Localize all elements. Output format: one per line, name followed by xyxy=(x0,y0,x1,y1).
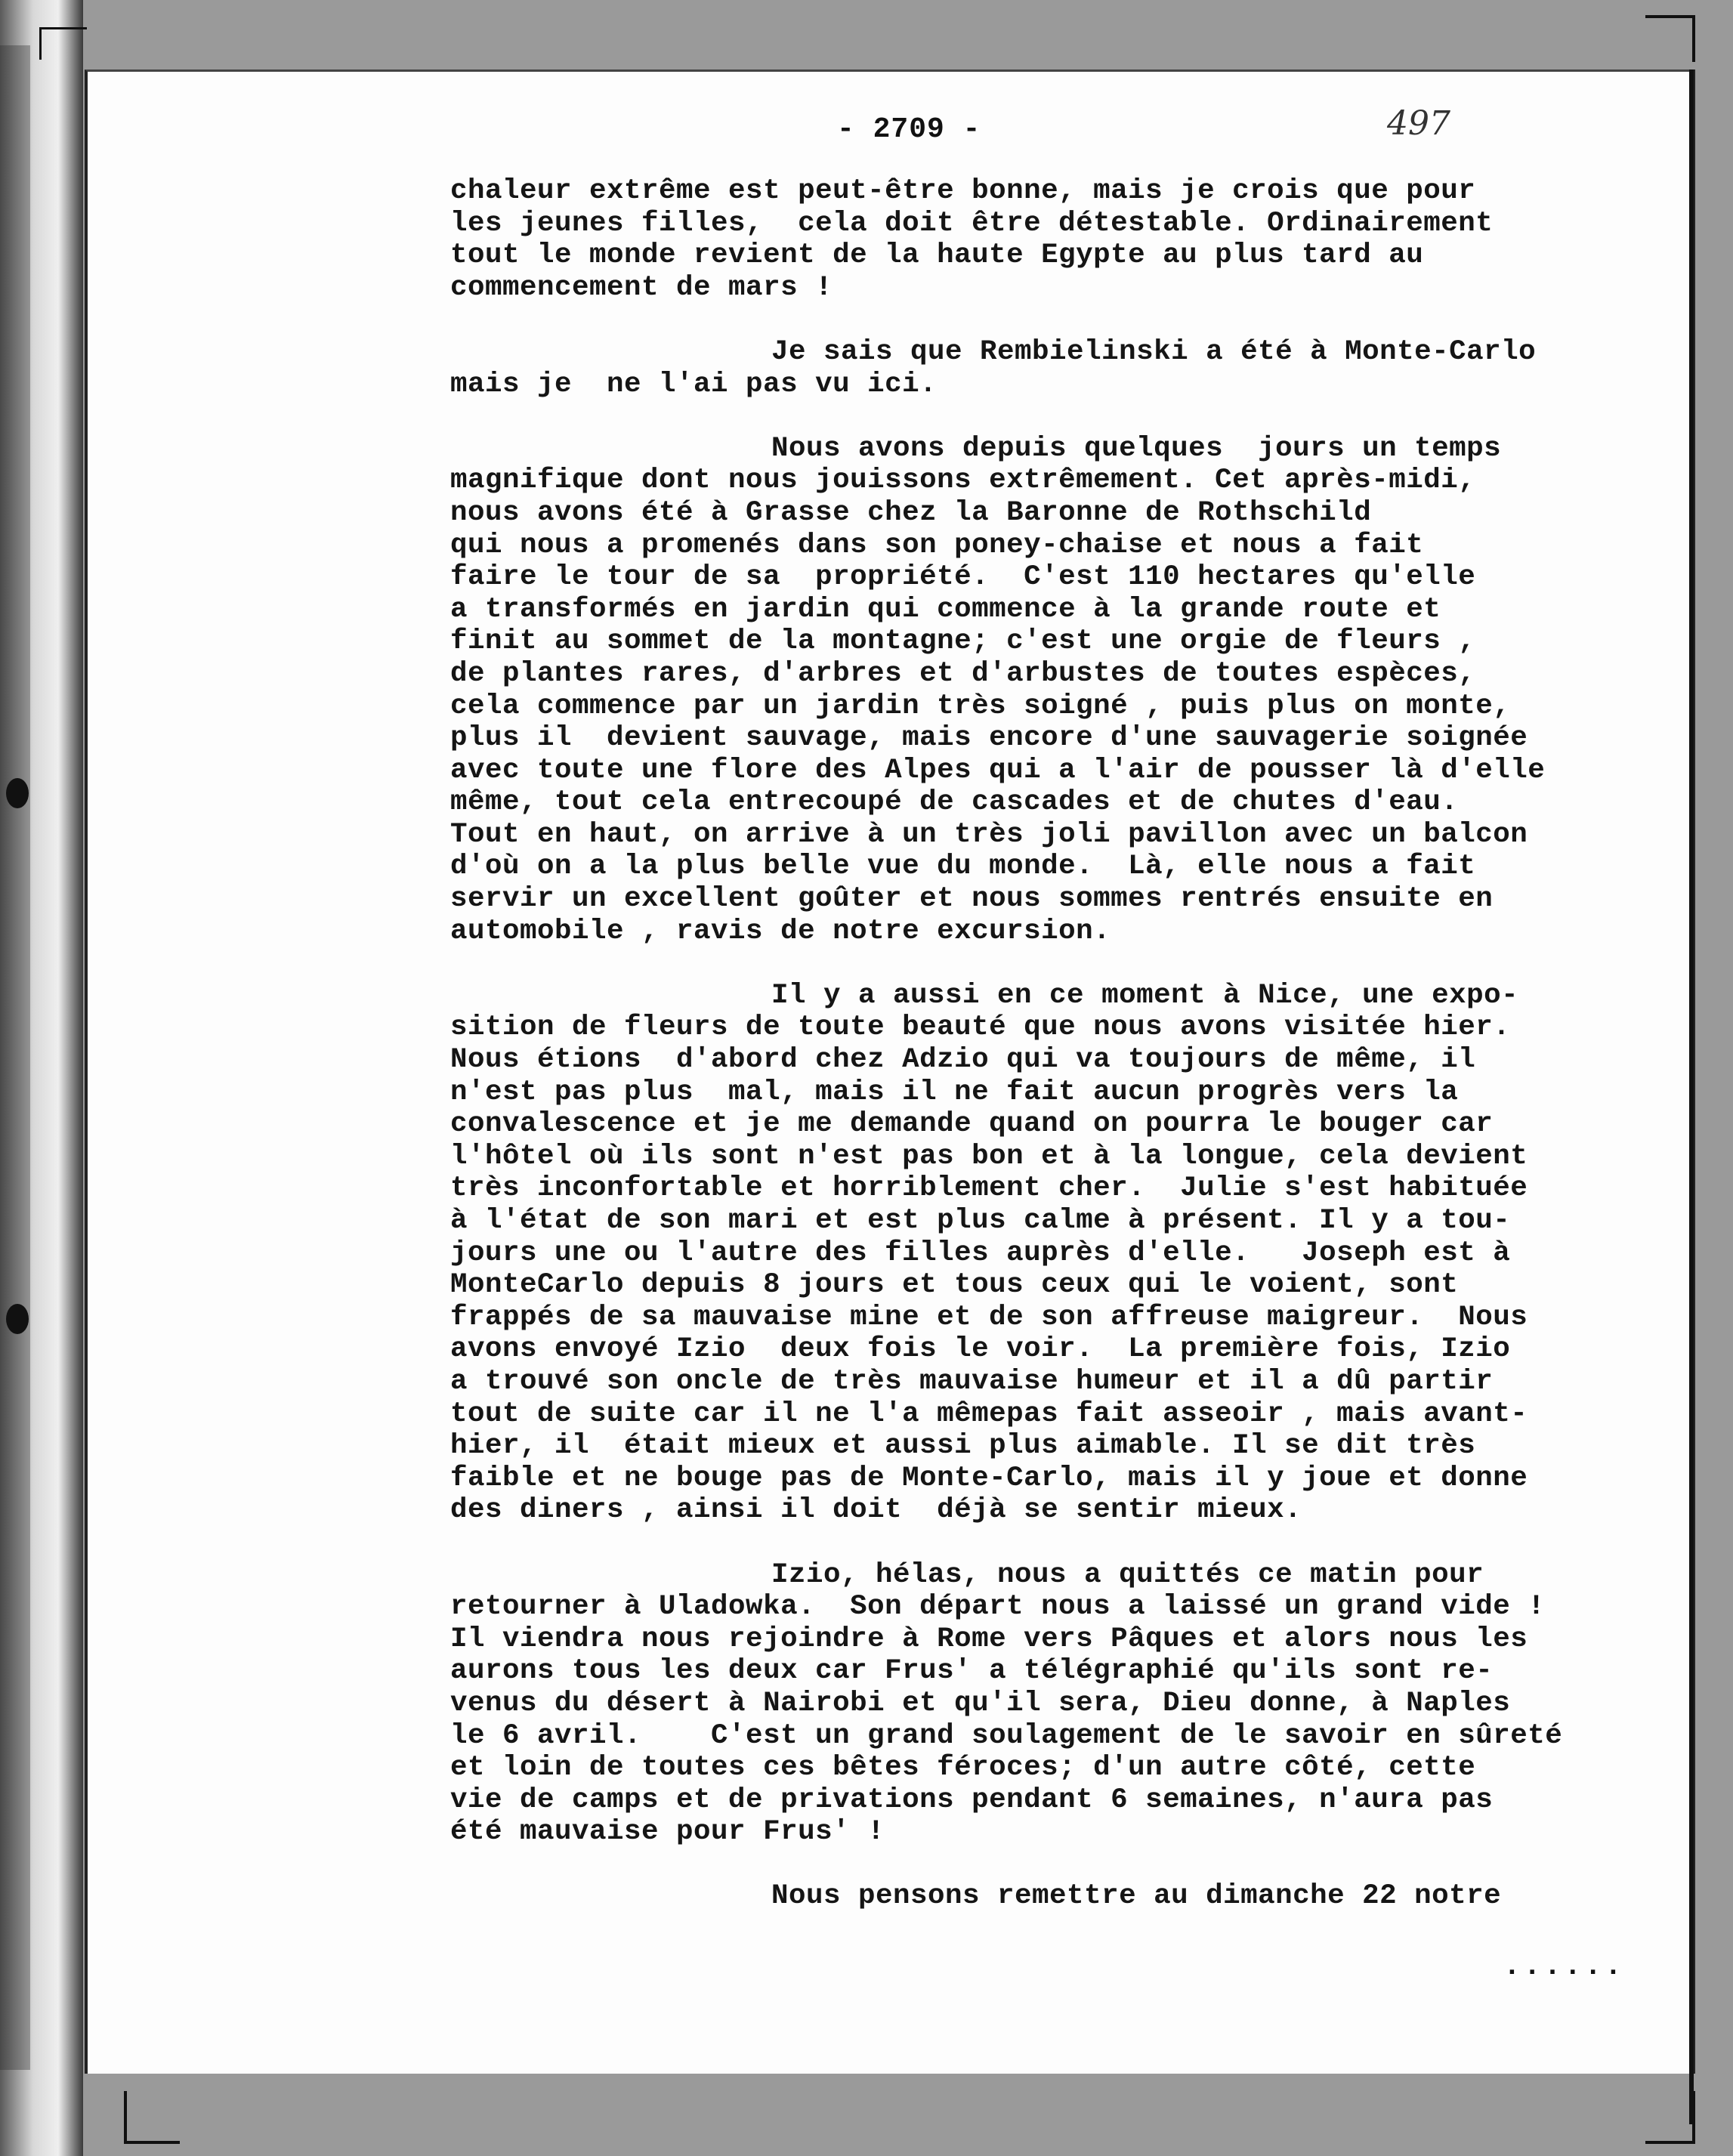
text-line: à l'état de son mari et est plus calme à présent. Il y a tou- xyxy=(450,1205,1511,1237)
text-line: tout le monde revient de la haute Egypte au plus tard au xyxy=(450,239,1424,272)
text-line: Tout en haut, on arrive à un très joli pavillon avec un balcon xyxy=(450,818,1528,851)
text-line: vie de camps et de privations pendant 6 semaines, n'aura pas xyxy=(450,1784,1494,1816)
page-edge-shadow xyxy=(1689,69,1694,2124)
text-line: cela commence par un jardin très soigné , puis plus on monte, xyxy=(450,690,1511,722)
text-line: commencement de mars ! xyxy=(450,271,833,304)
text-line: aurons tous les deux car Frus' a télégraphié qu'ils sont re- xyxy=(450,1655,1494,1688)
binder-hole-mark xyxy=(6,778,29,808)
text-line: été mauvaise pour Frus' ! xyxy=(450,1816,885,1849)
text-line: l'hôtel où ils sont n'est pas bon et à la longue, cela devient xyxy=(450,1140,1528,1172)
crop-mark xyxy=(39,27,87,60)
text-line: Izio, hélas, nous a quittés ce matin pour xyxy=(771,1558,1484,1591)
text-line: a transformés en jardin qui commence à la grande route et xyxy=(450,593,1441,625)
text-line: a trouvé son oncle de très mauvaise humeur et il a dû partir xyxy=(450,1365,1494,1398)
text-line: et loin de toutes ces bêtes féroces; d'un autre côté, cette xyxy=(450,1752,1476,1784)
text-line: Nous étions d'abord chez Adzio qui va toujours de même, il xyxy=(450,1044,1476,1076)
text-line: des diners , ainsi il doit déjà se sentir mieux. xyxy=(450,1494,1302,1527)
continuation-dots: ...... xyxy=(1503,1951,1625,1983)
text-line: jours une ou l'autre des filles auprès d'elle. Joseph est à xyxy=(450,1237,1511,1269)
text-line: Il y a aussi en ce moment à Nice, une expo- xyxy=(771,979,1519,1012)
text-line: chaleur extrême est peut-être bonne, mais je crois que pour xyxy=(450,175,1476,207)
text-line: sition de fleurs de toute beauté que nous avons visitée hier. xyxy=(450,1012,1511,1044)
text-line: frappés de sa mauvaise mine et de son affreuse maigreur. Nous xyxy=(450,1301,1528,1333)
text-line: Nous avons depuis quelques jours un temps xyxy=(771,432,1502,465)
text-line: retourner à Uladowka. Son départ nous a laissé un grand vide ! xyxy=(450,1591,1546,1623)
archive-number: 497 xyxy=(1387,104,1450,143)
text-line: magnifique dont nous jouissons extrêmement. Cet après-midi, xyxy=(450,465,1476,497)
text-line: convalescence et je me demande quand on pourra le bouger car xyxy=(450,1108,1494,1141)
scanner-shadow xyxy=(0,45,30,2070)
text-line: Il viendra nous rejoindre à Rome vers Pâques et alors nous les xyxy=(450,1623,1528,1655)
crop-mark xyxy=(124,2091,180,2144)
text-line: servir un excellent goûter et nous sommes rentrés ensuite en xyxy=(450,883,1494,916)
letter-body xyxy=(450,175,1644,1913)
text-line: venus du désert à Nairobi et qu'il sera, Dieu donne, à Naples xyxy=(450,1687,1511,1719)
paragraph-gap xyxy=(450,1849,1644,1881)
text-line: plus il devient sauvage, mais encore d'une sauvagerie soignée xyxy=(450,722,1528,755)
text-line: même, tout cela entrecoupé de cascades et de chutes d'eau. xyxy=(450,786,1459,819)
text-line: Je sais que Rembielinski a été à Monte-Carlo xyxy=(771,335,1537,368)
text-line: de plantes rares, d'arbres et d'arbustes de toutes espèces, xyxy=(450,657,1476,690)
text-line: faible et ne bouge pas de Monte-Carlo, mais il y joue et donne xyxy=(450,1462,1528,1494)
text-line: avec toute une flore des Alpes qui a l'air de pousser là d'elle xyxy=(450,754,1546,786)
text-line: le 6 avril. C'est un grand soulagement de le savoir en sûreté xyxy=(450,1719,1563,1752)
text-line: hier, il était mieux et aussi plus aimable. Il se dit très xyxy=(450,1430,1476,1463)
crop-mark xyxy=(1645,15,1695,62)
paragraph-gap xyxy=(450,1527,1644,1559)
text-line: Nous pensons remettre au dimanche 22 notre xyxy=(771,1880,1502,1913)
text-line: faire le tour de sa propriété. C'est 110 hectares qu'elle xyxy=(450,561,1476,594)
text-line: les jeunes filles, cela doit être détestable. Ordinairement xyxy=(450,207,1494,239)
paragraph-gap xyxy=(450,304,1644,336)
text-line: qui nous a promenés dans son poney-chaise et nous a fait xyxy=(450,529,1424,561)
text-line: avons envoyé Izio deux fois le voir. La première fois, Izio xyxy=(450,1333,1511,1366)
text-line: d'où on a la plus belle vue du monde. Là, elle nous a fait xyxy=(450,851,1476,883)
text-line: automobile , ravis de notre excursion. xyxy=(450,915,1111,947)
text-line: n'est pas plus mal, mais il ne fait aucun progrès vers la xyxy=(450,1076,1459,1108)
binder-hole-mark xyxy=(6,1304,29,1334)
text-line: mais je ne l'ai pas vu ici. xyxy=(450,368,938,400)
crop-mark xyxy=(1645,2091,1695,2144)
page-number: - 2709 - xyxy=(837,113,981,146)
paragraph-gap xyxy=(450,400,1644,433)
paragraph-gap xyxy=(450,947,1644,980)
text-line: finit au sommet de la montagne; c'est une orgie de fleurs , xyxy=(450,625,1476,658)
text-line: tout de suite car il ne l'a mêmepas fait asseoir , mais avant- xyxy=(450,1398,1528,1430)
text-line: nous avons été à Grasse chez la Baronne de Rothschild xyxy=(450,496,1372,529)
text-line: MonteCarlo depuis 8 jours et tous ceux qui le voient, sont xyxy=(450,1269,1459,1302)
text-line: très inconfortable et horriblement cher. Julie s'est habituée xyxy=(450,1172,1528,1205)
